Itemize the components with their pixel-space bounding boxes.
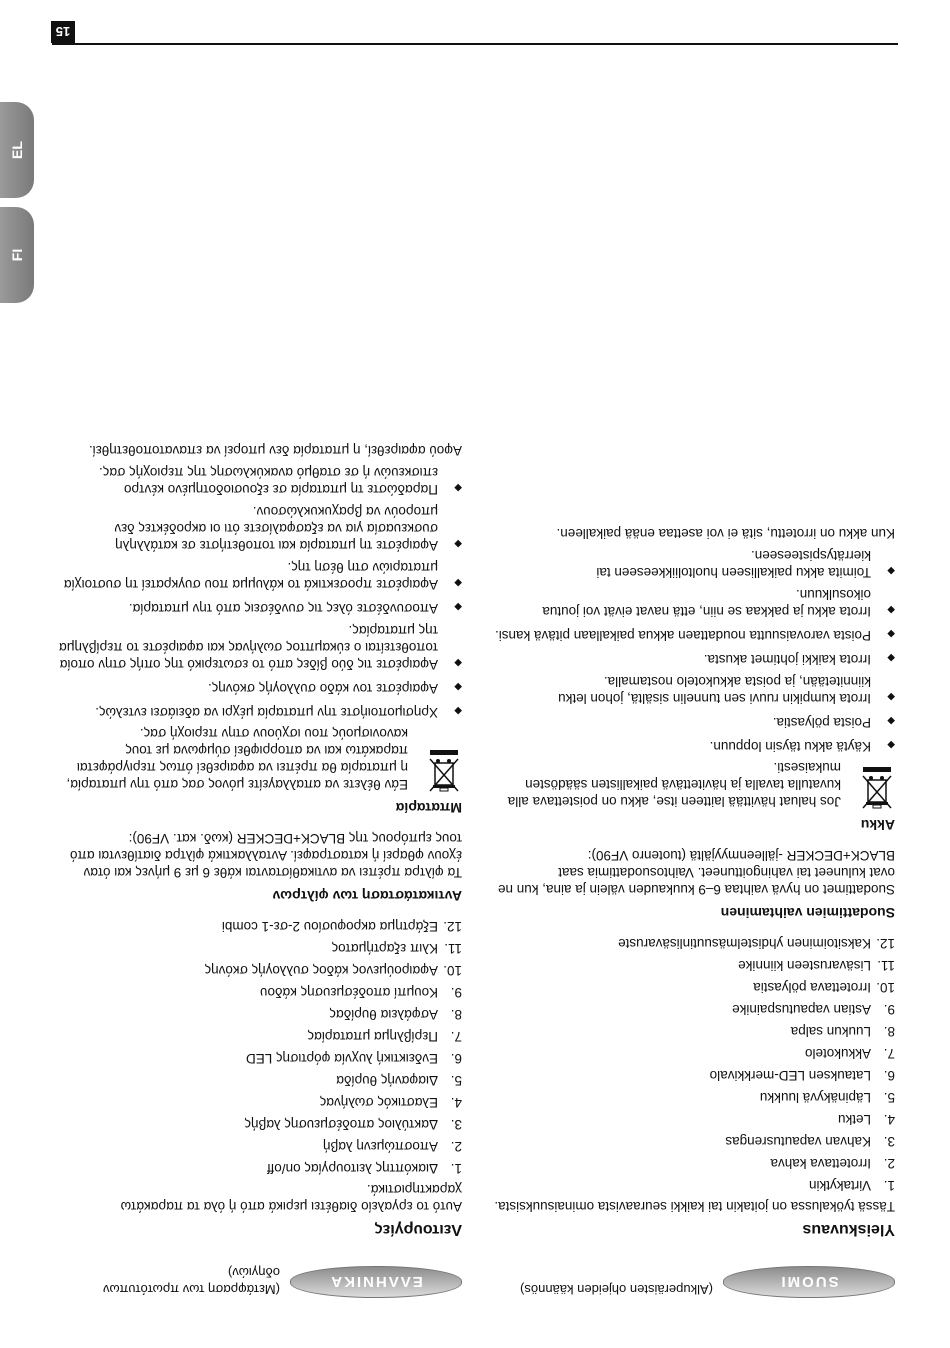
crossed-bin-icon [418,749,462,793]
feature-item: 3. Δακτύλιος αποδέσμευσης λαβής [244,1117,462,1132]
language-badge-fi: SUOMI [723,1266,895,1298]
column-greek [57,0,462,1348]
battery-step: ◆ Αφαιρέστε τις δύο βίδες από το εσωτερικό της οπής στην οποία τοποθετείται ο εύκαμπτος σωλήνας και αφαιρέστε το περίβλημα της μπαταρίας. [58,623,462,672]
battery-step: ◆ Käytä akku täysin loppuun. [490,736,895,755]
battery-step: ◆ Παραδώστε τη μπαταρία σε εξουσιοδοτημένο κέντρο επισκευών ή σε σταθμό ανακύκλωσης της περιοχής σας. [99,465,462,497]
feature-item: 9. Astian vapautuspainike [732,1002,895,1017]
battery-steps-fi [490,547,895,755]
page-number: 15 [51,21,75,43]
battery-step: ◆ Αφαιρέστε προσεκτικά το κάλυμμα που συγκρατεί τη συστοιχία μπαταριών στη θέση της. [63,560,462,592]
feature-item: 4. Letku [837,1112,895,1127]
feature-item: 9. Κουμπί αποδέσμευσης κάδου [260,985,462,1000]
feature-item: 10. Αφαιρούμενος κάδος συλλογής σκόνης [204,963,462,978]
filter-heading-fi: Suodattimien vaihtaminen [720,905,895,921]
battery-step: ◆ Αποσυνδέστε όλες τις συνδέσεις από την μπαταρία. [57,598,462,617]
diamond-bullet-icon: ◆ [454,577,462,588]
feature-item: 6. Latauksen LED-merkkivalo [709,1068,895,1083]
battery-step: ◆ Irrota kumpikin ruuvi sen tunnelin sisältä, johon letku kiinnitetään, ja poista akkukotelo nostamalla. [558,674,895,706]
feature-item: 10. Irrotettava pölyastia [753,980,895,995]
feature-item: 5. Läpinäkyvä luukku [759,1090,895,1105]
side-tab-fi[interactable]: FI [0,207,34,303]
feature-item: 8. Ασφάλεια θυρίδας [329,1007,462,1022]
column-finnish [490,0,895,1348]
feature-item: 6. Ενδεικτική λυχνία φόρτισης LED [245,1051,462,1066]
general-heading-fi: Yleiskuvaus [802,1221,895,1238]
footer-rule [52,43,898,45]
diamond-bullet-icon: ◆ [454,705,462,716]
battery-outro-el: Αφού αφαιρεθεί, η μπαταρία δεν μπορεί να επανατοποθετηθεί. [88,443,462,458]
feature-item: 8. Luukun salpa [790,1024,895,1039]
side-tab-el[interactable]: EL [0,102,34,198]
diamond-bullet-icon: ◆ [887,652,895,663]
feature-item: 2. Irrotettava kahva [770,1156,895,1171]
battery-heading-fi: Akku [860,817,895,833]
filter-text-fi: Suodattimet on hyvä vaihtaa 6–9 kuukauden välein ja aina, kun ne ovat kuluneet tai vahingoittuneet. Vaihtosuodattimia saat BLACK+DECKER -jälleenmyyjältä (tuotenro VF90): [497,848,895,897]
feature-item: 12. Kaksitoiminen yhdistelmäsuutinlisävaruste [618,936,895,951]
feature-item: 7. Akkukotelo [804,1046,895,1061]
translation-note-el: (Μετάφραση των πρωτότυπων οδηγιών) [102,1265,280,1297]
battery-steps-el [57,464,462,721]
battery-outro-fi: Kun akku on irrotettu, sitä ei voi asettaa enää paikalleen. [556,526,895,541]
feature-list-el [57,918,462,1177]
battery-step: ◆ Poista varovaisuutta noudattaen akkua paikallaan pitävä kansi. [490,625,895,644]
language-badge-el: ΕΛΛΗΝΙΚΑ [290,1266,462,1298]
battery-step: ◆ Irrota akku ja pakkaa se niin, että navat eivät voi joutua oikosulkuun. [542,587,895,619]
feature-item: 11. Lisävarusteen kiinnike [738,958,895,973]
diamond-bullet-icon: ◆ [454,681,462,692]
feature-item: 1. Διακόπτης λειτουργίας on/off [267,1161,462,1176]
diamond-bullet-icon: ◆ [454,601,462,612]
battery-step: ◆ Toimita akku paikalliseen huoltoliikkeeseen tai kierrätyspisteeseen. [596,548,895,580]
general-heading-el: Λειτουργίες [374,1221,462,1238]
battery-heading-el: Μπαταρία [395,800,462,816]
feature-item: 12. Εξάρτημα ακροφυσίου 2-σε-1 combi [221,919,462,934]
filter-heading-el: Αντικατάσταση των φίλτρων [272,888,462,904]
filter-text-el: Τα φίλτρα πρέπει να αντικαθίστανται κάθε 6 με 9 μήνες και όταν έχουν φθαρεί ή καταστραφεί. Ανταλλακτικά φίλτρα διατίθενται από τους εμπόρους της BLACK+DECKER (κωδ. κατ. VF90): [69,831,462,880]
battery-step: ◆ Αφαιρέστε τη μπαταρία και τοποθετήστε σε κατάλληλη συσκευασία για να εξασφαλίσετε ότι οι ακροδέκτες δεν μπορούν να βραχυκυκλώσουν. [114,504,462,553]
general-intro-el: Αυτό το εργαλείο διαθέτει μερικά από ή όλα τα παρακάτω χαρακτηριστικά. [120,1182,462,1214]
feature-item: 7. Περίβλημα μπαταρίας [307,1029,462,1044]
crossed-bin-icon [851,766,895,810]
feature-item: 1. Virtakytkin [808,1178,895,1193]
general-intro-fi: Tässä työkalussa on joitakin tai kaikki seuraavista ominaisuuksista. [494,1199,895,1214]
battery-intro-el: Εάν θέλετε να απαλλαγείτε μόνος σας από την μπαταρία, η μπαταρία θα πρέπει να αφαιρεθεί όπως περιγράφεται παρακάτω και να απορριφθεί σύμφωνα με τους κανονισμούς που ισχύουν στην περιοχή σας. [66,726,408,792]
diamond-bullet-icon: ◆ [887,604,895,615]
body-el [57,428,462,1238]
battery-step: ◆ Irrota kaikki johtimet akusta. [490,649,895,668]
battery-step: ◆ Χρησιμοποιήστε την μπαταρία μέχρι να αδειάσει εντελώς. [57,702,462,721]
battery-step: ◆ Αφαιρέστε τον κάδο συλλογής σκόνης. [57,678,462,697]
diamond-bullet-icon: ◆ [887,691,895,702]
diamond-bullet-icon: ◆ [887,628,895,639]
diamond-bullet-icon: ◆ [454,657,462,668]
diamond-bullet-icon: ◆ [454,538,462,549]
diamond-bullet-icon: ◆ [887,715,895,726]
battery-step: ◆ Poista pölyastia. [490,712,895,731]
feature-item: 2. Αποσπώμενη λαβή [322,1139,462,1154]
feature-list-fi [490,935,895,1194]
feature-item: 5. Διαφανής θυρίδα [336,1073,462,1088]
feature-item: 11. Κλιπ εξαρτήματος [331,941,462,956]
feature-item: 3. Kahvan vapautusrengas [725,1134,895,1149]
diamond-bullet-icon: ◆ [887,565,895,576]
diamond-bullet-icon: ◆ [454,482,462,493]
battery-intro-fi: Jos haluat hävittää laitteen itse, akku on poistettava alla kuvatulla tavalla ja hävitettävä paikallisten säädösten mukaisesti. [507,760,841,809]
body-fi [490,511,895,1238]
translation-note-fi: (Alkuperäisten ohjeiden käännös) [520,1282,713,1297]
diamond-bullet-icon: ◆ [887,739,895,750]
feature-item: 4. Ελαστικός σωλήνας [319,1095,462,1110]
